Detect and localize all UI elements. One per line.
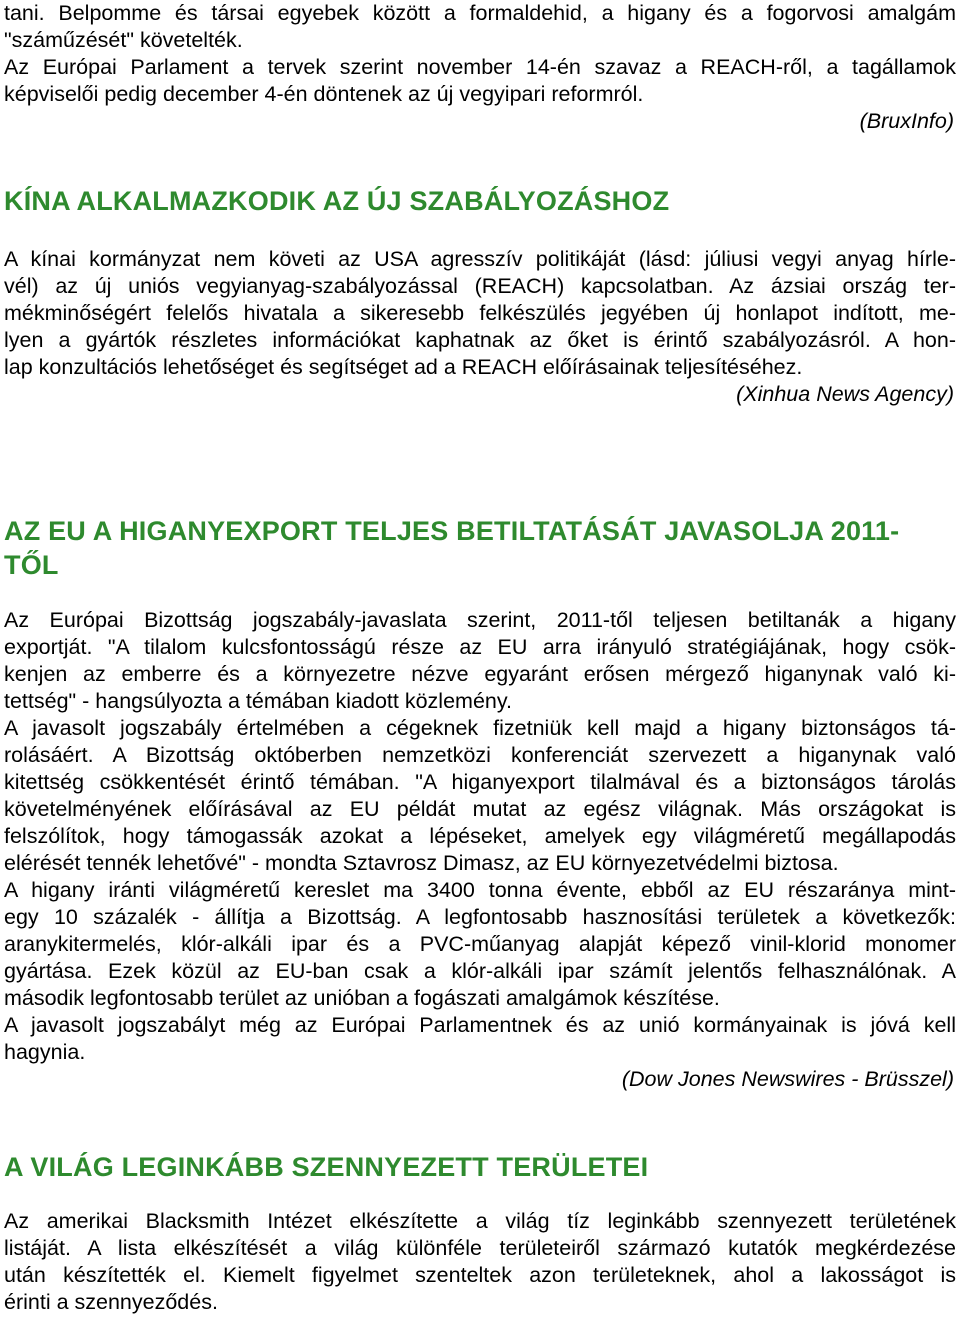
intro-line-4: képviselői pedig december 4-én döntenek az új vegyipari reformról. (4, 82, 644, 106)
section2-line-5: A javasolt jogszabály értelmében a cégeknek fizetniük kell majd a higany biztonságos tá- (4, 716, 956, 740)
section2-line-3: kenjen az emberre és a környezetre nézve egyaránt erősen mérgező higanynak való ki- (4, 662, 956, 686)
section2-line-1: Az Európai Bizottság jogszabály-javaslata szerint, 2011-től teljesen betiltanák a higany (4, 608, 956, 632)
section3-line-1: Az amerikai Blacksmith Intézet elkészítette a világ tíz leginkább szennyezett területének (4, 1209, 956, 1233)
section3-line-3: után készítették el. Kiemelt figyelmet szenteltek azon területeknek, ahol a lakosságot is (4, 1263, 956, 1287)
section3-heading: A VILÁG LEGINKÁBB SZENNYEZETT TERÜLETEI (4, 1152, 649, 1182)
section2-source: (Dow Jones Newswires - Brüsszel) (621, 1067, 954, 1091)
section3-line-2: listáját. A lista elkészítését a világ különféle területeiről származó kutatók megkérdezése (4, 1236, 956, 1260)
section1-line-4: lyen a gyártók részletes információkat kaphatnak az őket is érintő szabályozásról. A hon- (4, 328, 956, 352)
section1-line-1: A kínai kormányzat nem követi az USA agresszív politikáját (lásd: júliusi vegyi anyag hírle- (4, 247, 956, 271)
section2-line-11: A higany iránti világméretű kereslet ma 3400 tonna évente, ebből az EU részaránya mint- (4, 878, 956, 902)
section1-line-5: lap konzultációs lehetőséget és segítséget ad a REACH előírásainak teljesítéséhez. (4, 355, 803, 379)
section2-line-13: aranykitermelés, klór-alkáli ipar és a PVC-műanyag alapját képező vinil-klorid monomer (4, 932, 956, 956)
section2-line-10: elérését tennék lehetővé" - mondta Sztavrosz Dimasz, az EU környezetvédelmi biztosa. (4, 851, 839, 875)
section2-line-2: exportját. "A tilalom kulcsfontosságú része az EU arra irányuló stratégiájának, hogy csök- (4, 635, 956, 659)
section2-line-15: második legfontosabb terület az unióban a fogászati amalgámok készítése. (4, 986, 720, 1010)
section2-line-14: gyártása. Ezek közül az EU-ban csak a klór-alkáli ipar számít jelentős felhasználónak. A (4, 959, 956, 983)
section2-line-16: A javasolt jogszabályt még az Európai Parlamentnek és az unió kormányainak is jóvá kell (4, 1013, 956, 1037)
intro-line-1: tani. Belpomme és társai egyebek között a formaldehid, a higany és a fogorvosi amalgám (4, 1, 956, 25)
section2-line-9: felszólítok, hogy támogassák azokat a lépéseket, amelyek egy világméretű megállapodás (4, 824, 956, 848)
section2-line-17: hagynia. (4, 1040, 86, 1064)
section2-line-8: követelményének előírásával az EU példát mutat az egész világnak. Más országokat is (4, 797, 956, 821)
section2-line-6: rolásáért. A Bizottság októberben nemzetközi konferenciát szervezett a higanynak való (4, 743, 956, 767)
intro-line-2: "száműzését" követelték. (4, 28, 243, 52)
section3-line-4: érinti a szennyeződés. (4, 1290, 218, 1314)
intro-line-3: Az Európai Parlament a tervek szerint november 14-én szavaz a REACH-ről, a tagállamok (4, 55, 956, 79)
section2-heading-line-1: AZ EU A HIGANYEXPORT TELJES BETILTATÁSÁT JAVASOLJA 2011- (4, 516, 900, 546)
section1-line-2: vél) az új uniós vegyianyag-szabályozással (REACH) kapcsolatban. Az ázsiai ország ter- (4, 274, 956, 298)
section1-source: (Xinhua News Agency) (736, 382, 954, 406)
section2-line-7: kitettség csökkentését érintő témában. "A higanyexport tilalmával és a biztonságos tárolás (4, 770, 956, 794)
section1-heading: KÍNA ALKALMAZKODIK AZ ÚJ SZABÁLYOZÁSHOZ (4, 186, 670, 216)
section2-heading-line-2: TŐL (4, 550, 59, 580)
section2-line-12: egy 10 százalék - állítja a Bizottság. A legfontosabb hasznosítási területek a következők: (4, 905, 956, 929)
section1-line-3: mékminőségért felelős hivatala a sikeresebb felkészülés jegyében új honlapot indított, me- (4, 301, 956, 325)
section2-line-4: tettség" - hangsúlyozta a témában kiadott közlemény. (4, 689, 512, 713)
intro-source: (BruxInfo) (859, 109, 954, 133)
